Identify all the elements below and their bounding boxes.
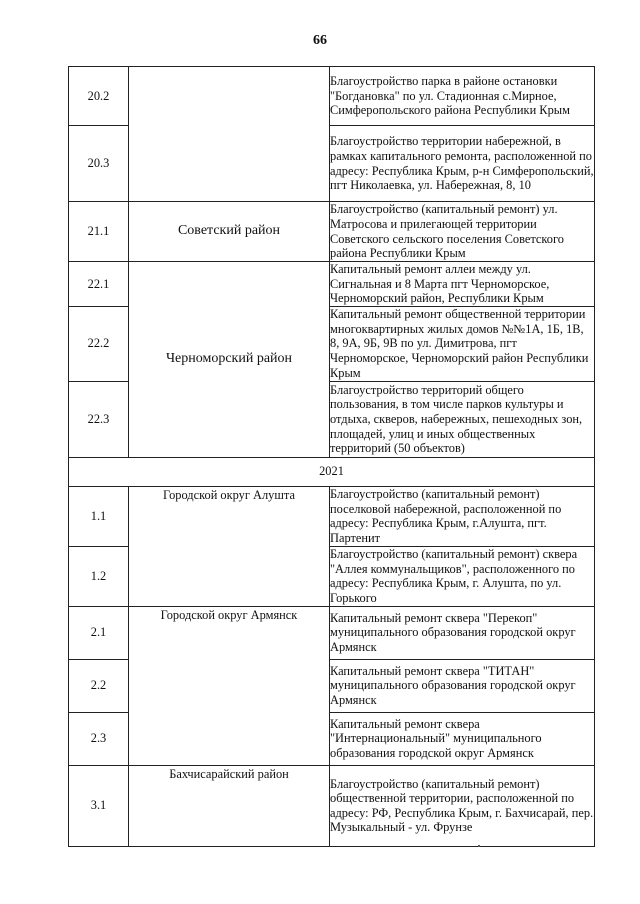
row-number: 3.1 xyxy=(69,765,129,846)
district-name: Городской округ Армянск xyxy=(129,606,330,765)
row-description: Благоустройство (капитальный ремонт) общественной территории, расположенной по адресу: РФ, Республика Крым, г. Бахчисарай, пер. Музыкальный - ул. Фрунзе xyxy=(330,765,595,846)
row-description: Благоустройство (капитальный ремонт) ул. Матросова и прилегающей территории Советского сельского поселения Советского района Республики Крым xyxy=(330,202,595,262)
year-row xyxy=(69,457,595,486)
row-description: Благоустройство территорий общего пользования, в том числе парков культуры и отдыха, скверов, набережных, пешеходных зон, площадей, улиц и иных общественных территорий (50 объектов) xyxy=(330,381,595,457)
row-description: Капитальный ремонт общественной территории многоквартирных жилых домов №№1А, 1Б, 1В, 8, 9А, 9Б, 9В по ул. Димитрова, пгт Черноморское, Черноморский район Республики Крым xyxy=(330,306,595,381)
district-cell xyxy=(129,67,330,202)
table-row xyxy=(69,67,595,126)
row-number: 2.1 xyxy=(69,606,129,659)
row-description: Благоустройство территории набережной, в рамках капитального ремонта, расположенной по адресу: Республика Крым, р-н Симферопольский, пгт Николаевка, ул. Набережная, 8, 10 xyxy=(330,126,595,202)
table-row xyxy=(69,262,595,307)
scan-speck xyxy=(478,845,480,847)
row-number: 2.2 xyxy=(69,659,129,712)
row-number: 1.2 xyxy=(69,546,129,606)
table-row xyxy=(69,486,595,546)
year-heading: 2021 xyxy=(69,457,595,486)
row-description: Благоустройство парка в районе остановки "Богдановка" по ул. Стадионная с.Мирное, Симферопольского района Республики Крым xyxy=(330,67,595,126)
row-description: Капитальный ремонт сквера "Интернациональный" муниципального образования городской округ Армянск xyxy=(330,712,595,765)
page-number: 66 xyxy=(313,33,327,48)
row-description: Капитальный ремонт аллеи между ул. Сигнальная и 8 Марта пгт Черноморское, Черноморский район, Республики Крым xyxy=(330,262,595,307)
row-number: 20.3 xyxy=(69,126,129,202)
row-number: 1.1 xyxy=(69,486,129,546)
row-description: Капитальный ремонт сквера "Перекоп" муниципального образования городской округ Армянск xyxy=(330,606,595,659)
district-name: Городской округ Алушта xyxy=(129,486,330,606)
table-row xyxy=(69,202,595,262)
row-number: 20.2 xyxy=(69,67,129,126)
row-number: 22.1 xyxy=(69,262,129,307)
district-name: Бахчисарайский район xyxy=(129,765,330,846)
projects-table xyxy=(68,66,595,847)
table-row xyxy=(69,765,595,846)
district-name: Черноморский район xyxy=(129,262,330,458)
row-number: 22.2 xyxy=(69,306,129,381)
table-row xyxy=(69,606,595,659)
row-description: Благоустройство (капитальный ремонт) поселковой набережной, расположенной по адресу: Республика Крым, г.Алушта, пгт. Партенит xyxy=(330,486,595,546)
row-number: 22.3 xyxy=(69,381,129,457)
row-description: Капитальный ремонт сквера "ТИТАН" муниципального образования городской округ Армянск xyxy=(330,659,595,712)
row-number: 21.1 xyxy=(69,202,129,262)
row-number: 2.3 xyxy=(69,712,129,765)
district-name: Советский район xyxy=(129,202,330,262)
row-description: Благоустройство (капитальный ремонт) сквера "Аллея коммунальщиков", расположенного по адресу: Республика Крым, г. Алушта, по ул. Горького xyxy=(330,546,595,606)
